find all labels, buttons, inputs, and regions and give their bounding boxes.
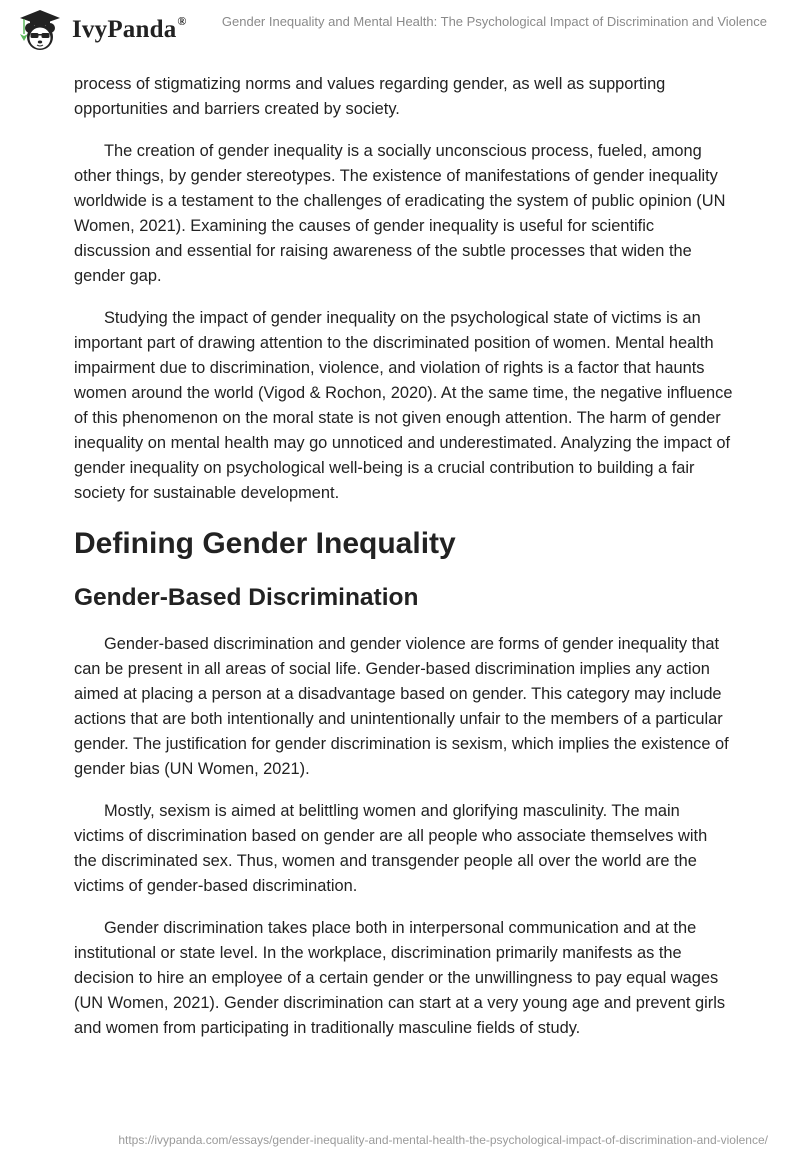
- paragraph-continuation: process of stigmatizing norms and values regarding gender, as well as supporting opportunities and barriers created by society.: [74, 75, 666, 118]
- page-header: [0, 0, 800, 56]
- paragraph: Gender discrimination takes place both in interpersonal communication and at the institutional or state level. In the workplace, discrimination primarily manifests as the decision to hire an employee of a certain gender or the unwillingness to pay equal wages (UN Women, 2021). Gender discrimination can start at a very young age and prevent girls and women from participating in traditionally masculine fields of study.: [74, 919, 726, 1037]
- source-url[interactable]: https://ivypanda.com/essays/gender-inequality-and-mental-health-the-psychological-impact-of-discrimination-and-violence/: [118, 1133, 768, 1147]
- section-heading: Defining Gender Inequality: [74, 527, 456, 560]
- logo-wordmark: IvyPanda®: [72, 14, 187, 43]
- panda-graduate-icon: [18, 8, 62, 52]
- paragraph: The creation of gender inequality is a socially unconscious process, fueled, among other things, by gender stereotypes. The existence of manifestations of gender inequality worldwide is a testament to the challenges of eradicating the system of public opinion (UN Women, 2021). Examining the causes of gender inequality is useful for scientific discussion and essential for raising awareness of the subtle processes that widen the gender gap.: [74, 142, 726, 285]
- paragraph: Mostly, sexism is aimed at belittling women and glorifying masculinity. The main victims of discrimination based on gender are all people who associate themselves with the discriminated sex. Thus, women and transgender people all over the world are the victims of gender-based discrimination.: [74, 802, 708, 895]
- subsection-heading: Gender-Based Discrimination: [74, 584, 419, 611]
- article-body: [74, 72, 734, 1058]
- ivypanda-logo[interactable]: [18, 8, 187, 52]
- document-title: Gender Inequality and Mental Health: The Psychological Impact of Discrimination and Violence: [221, 14, 767, 29]
- paragraph: Gender-based discrimination and gender violence are forms of gender inequality that can be present in all areas of social life. Gender-based discrimination implies any action aimed at placing a person at a disadvantage based on gender. This category may include actions that are both intentionally and unintentionally unfair to the members of a particular gender. The justification for gender discrimination is sexism, which implies the existence of gender bias (UN Women, 2021).: [74, 635, 729, 778]
- paragraph: Studying the impact of gender inequality on the psychological state of victims is an important part of drawing attention to the discriminated position of women. Mental health impairment due to discrimination, violence, and violation of rights is a factor that haunts women around the world (Vigod & Rochon, 2020). At the same time, the negative influence of this phenomenon on the moral state is not given enough attention. The harm of gender inequality on mental health may go unnoticed and underestimated. Analyzing the impact of gender inequality on psychological well-being is a crucial contribution to building a fair society for sustainable development.: [74, 309, 733, 502]
